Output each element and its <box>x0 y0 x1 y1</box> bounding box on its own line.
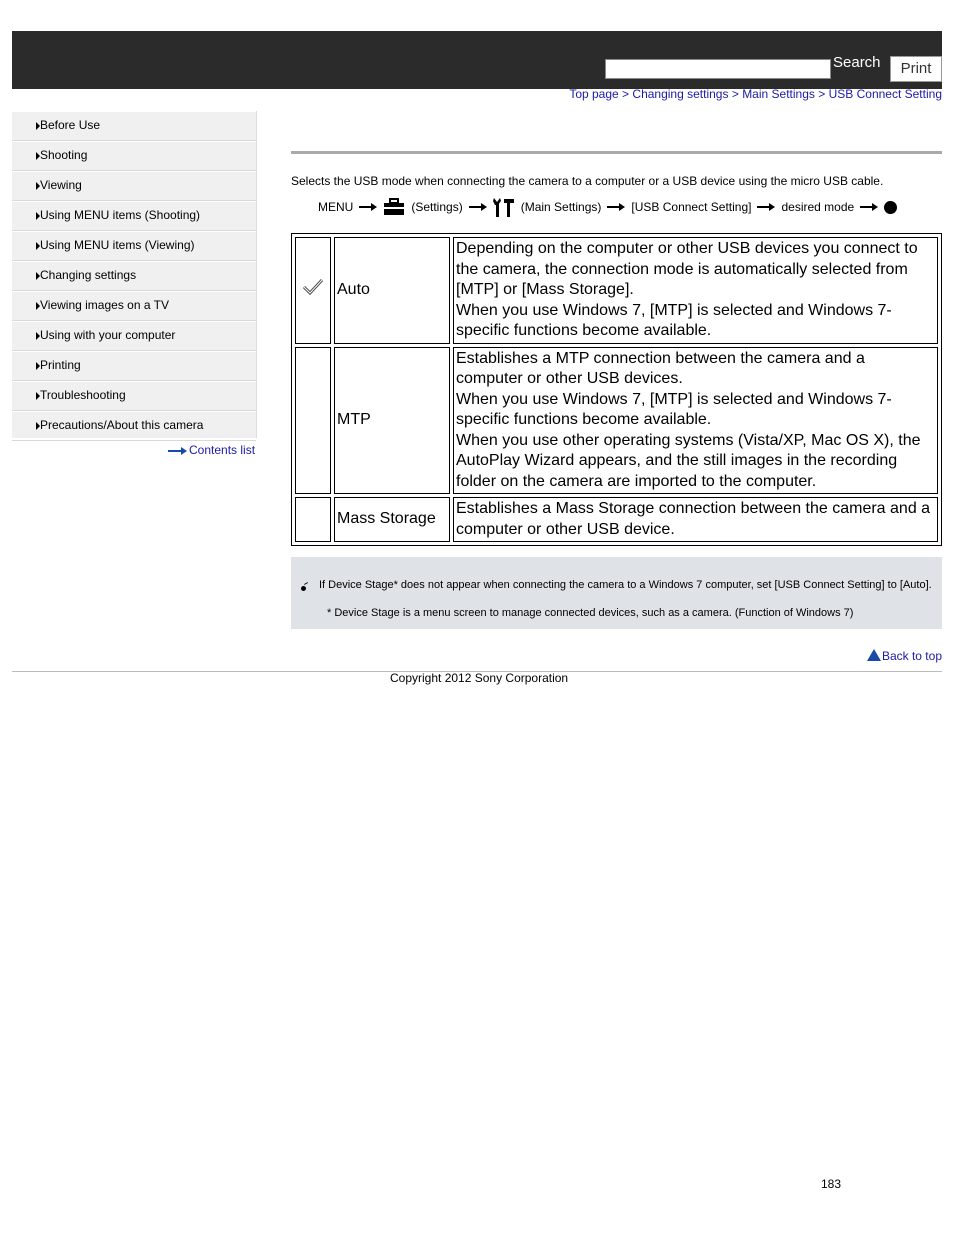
breadcrumb-top-page[interactable]: Top page <box>569 87 619 101</box>
triangle-right-icon <box>36 422 40 430</box>
search-input[interactable] <box>605 59 831 79</box>
note-text: If Device Stage* does not appear when connecting the camera to a Windows 7 computer, set [USB Connect Setting] to [Auto]. <box>319 579 932 591</box>
breadcrumb-changing-settings[interactable]: Changing settings <box>632 87 729 101</box>
option-name: Auto <box>334 237 450 344</box>
settings-label: (Settings) <box>411 200 463 214</box>
option-description: Establishes a MTP connection between the camera and a computer or other USB devices. When you use Windows 7, [MTP] is selected and Windows 7-specific functions become available. When you use other operating systems (Vista/XP, Mac OS X), the AutoPlay Wizard appears, and the still images in the recording folder on the camera are imported to the computer. <box>453 347 938 495</box>
options-table <box>291 233 942 546</box>
default-marker-cell <box>295 237 331 344</box>
menu-label: MENU <box>318 200 354 214</box>
title-divider <box>291 151 942 154</box>
sidebar-item-menu-shooting[interactable]: Using MENU items (Shooting) <box>12 201 256 231</box>
triangle-up-icon <box>867 649 881 661</box>
breadcrumb-separator: > <box>818 87 826 101</box>
main-settings-label: (Main Settings) <box>520 200 602 214</box>
triangle-right-icon <box>36 122 40 130</box>
contents-list-link[interactable]: Contents list <box>168 443 255 457</box>
desired-mode-label: desired mode <box>781 200 855 214</box>
table-row <box>295 237 938 344</box>
default-marker-cell <box>295 497 331 542</box>
triangle-right-icon <box>36 182 40 190</box>
intro-text: Selects the USB mode when connecting the camera to a computer or a USB device using the micro USB cable. <box>291 174 884 188</box>
triangle-right-icon <box>36 212 40 220</box>
breadcrumb-separator: > <box>622 87 630 101</box>
sidebar-item-precautions[interactable]: Precautions/About this camera <box>12 411 256 441</box>
bullet-icon <box>301 586 306 591</box>
triangle-right-icon <box>36 152 40 160</box>
table-row <box>295 497 938 542</box>
breadcrumb-main-settings[interactable]: Main Settings <box>742 87 815 101</box>
filled-circle-icon <box>884 201 897 214</box>
breadcrumb <box>569 87 942 101</box>
default-marker-cell <box>295 347 331 495</box>
arrow-right-icon <box>168 447 186 455</box>
sidebar-item-shooting[interactable]: Shooting <box>12 141 256 171</box>
usb-setting-label: [USB Connect Setting] <box>631 200 752 214</box>
arrow-right-icon <box>359 203 377 211</box>
breadcrumb-usb-connect-setting[interactable]: USB Connect Setting <box>828 87 942 101</box>
triangle-right-icon <box>36 362 40 370</box>
bullet-tail <box>304 582 308 585</box>
back-to-top-link[interactable]: Back to top <box>867 649 942 663</box>
triangle-right-icon <box>36 272 40 280</box>
sidebar-item-computer[interactable]: Using with your computer <box>12 321 256 351</box>
header-bar <box>12 31 942 89</box>
sidebar-item-before-use[interactable]: Before Use <box>12 111 256 141</box>
triangle-right-icon <box>36 392 40 400</box>
sidebar-item-printing[interactable]: Printing <box>12 351 256 381</box>
checkmark-icon <box>302 278 324 296</box>
arrow-right-icon <box>607 203 625 211</box>
note-footnote: * Device Stage is a menu screen to manage connected devices, such as a camera. (Function of Windows 7) <box>327 607 854 619</box>
toolbox-icon <box>383 198 405 216</box>
arrow-right-icon <box>757 203 775 211</box>
page-number: 183 <box>821 1177 842 1191</box>
sidebar-item-troubleshooting[interactable]: Troubleshooting <box>12 381 256 411</box>
option-name: MTP <box>334 347 450 495</box>
table-row <box>295 347 938 495</box>
sidebar-item-viewing-tv[interactable]: Viewing images on a TV <box>12 291 256 321</box>
menu-path <box>318 197 897 217</box>
note-box <box>291 557 942 629</box>
breadcrumb-separator: > <box>731 87 739 101</box>
option-description: Establishes a Mass Storage connection between the camera and a computer or other USB device. <box>453 497 938 542</box>
copyright: Copyright 2012 Sony Corporation <box>390 671 569 685</box>
sidebar-item-viewing[interactable]: Viewing <box>12 171 256 201</box>
arrow-right-icon <box>860 203 878 211</box>
search-button[interactable]: Search <box>833 54 881 71</box>
arrow-right-icon <box>469 203 487 211</box>
sidebar-item-changing-settings[interactable]: Changing settings <box>12 261 256 291</box>
wrench-hammer-icon <box>493 197 515 217</box>
triangle-right-icon <box>36 242 40 250</box>
option-description: Depending on the computer or other USB devices you connect to the camera, the connection mode is automatically selected from [MTP] or [Mass Storage]. When you use Windows 7, [MTP] is selected and Windows 7-specific functions become available. <box>453 237 938 344</box>
sidebar-item-menu-viewing[interactable]: Using MENU items (Viewing) <box>12 231 256 261</box>
triangle-right-icon <box>36 332 40 340</box>
sidebar <box>12 111 257 438</box>
option-name: Mass Storage <box>334 497 450 542</box>
triangle-right-icon <box>36 302 40 310</box>
print-button[interactable]: Print <box>890 56 942 82</box>
